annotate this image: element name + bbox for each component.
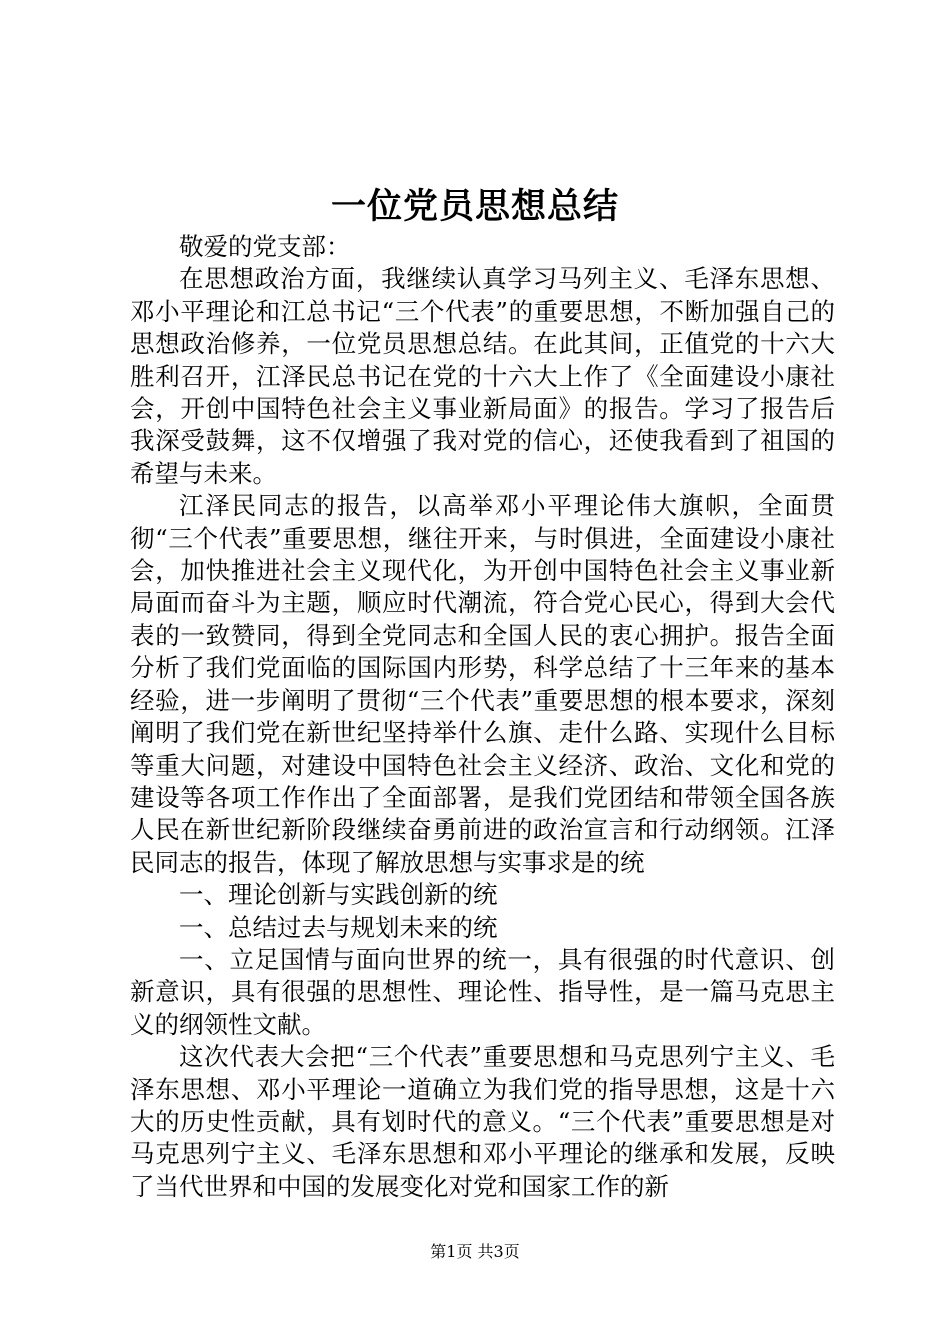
document-body bbox=[130, 231, 835, 1203]
paragraph-2: 江泽民同志的报告，以高举邓小平理论伟大旗帜，全面贯彻“三个代表”重要思想，继往开来，与时俱进，全面建设小康社会，加快推进社会主义现代化，为开创中国特色社会主义事业新局面而奋斗为主题，顺应时代潮流，符合党心民心，得到大会代表的一致赞同，得到全党同志和全国人民的衷心拥护。报告全面分析了我们党面临的国际国内形势，科学总结了十三年来的基本经验，进一步阐明了贯彻“三个代表”重要思想的根本要求，深刻阐明了我们党在新世纪坚持举什么旗、走什么路、实现什么目标等重大问题，对建设中国特色社会主义经济、政治、文化和党的建设等各项工作作出了全面部署，是我们党团结和带领全国各族人民在新世纪新阶段继续奋勇前进的政治宣言和行动纲领。江泽民同志的报告，体现了解放思想与实事求是的统 bbox=[130, 491, 835, 877]
salutation: 敬爱的党支部： bbox=[179, 232, 351, 261]
paragraph-3: 一、理论创新与实践创新的统 bbox=[179, 880, 498, 910]
page-footer: 第1页 共3页 bbox=[430, 1242, 520, 1261]
paragraph-4: 一、总结过去与规划未来的统 bbox=[179, 912, 498, 942]
paragraph-5: 一、立足国情与面向世界的统一，具有很强的时代意识、创新意识，具有很强的思想性、理论性、指导性，是一篇马克思主义的纲领性文献。 bbox=[130, 944, 835, 1039]
paragraph-1: 在思想政治方面，我继续认真学习马列主义、毛泽东思想、邓小平理论和江总书记“三个代表”的重要思想，不断加强自己的思想政治修养，一位党员思想总结。在此其间，正值党的十六大胜利召开，江泽民总书记在党的十六大上作了《全面建设小康社会，开创中国特色社会主义事业新局面》的报告。学习了报告后我深受鼓舞，这不仅增强了我对党的信心，还使我看到了祖国的希望与未来。 bbox=[130, 264, 835, 488]
paragraph-6: 这次代表大会把“三个代表”重要思想和马克思列宁主义、毛泽东思想、邓小平理论一道确立为我们党的指导思想，这是十六大的历史性贡献，具有划时代的意义。“三个代表”重要思想是对马克思列宁主义、毛泽东思想和邓小平理论的继承和发展，反映了当代世界和中国的发展变化对党和国家工作的新 bbox=[130, 1042, 835, 1201]
document-title: 一位党员思想总结 bbox=[330, 187, 619, 227]
